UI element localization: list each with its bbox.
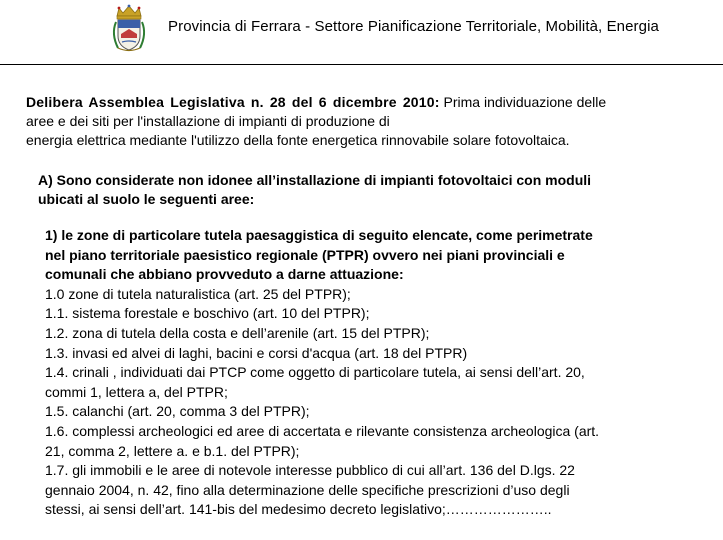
intro-line-3: energia elettrica mediante l'utilizzo della fonte energetica rinnovabile solare fotovoltaica. <box>26 132 570 148</box>
list-heading-line: nel piano territoriale paesistico regionale (PTPR) ovvero nei piani provinciali e <box>45 246 565 263</box>
list-item-line: 1.4. crinali , individuati dai PTCP come oggetto di particolare tutela, ai sensi dell’art. 20, <box>45 364 585 381</box>
list-item-line: 1.1. sistema forestale e boschivo (art. 10 del PTPR); <box>45 305 370 322</box>
list-item-line: 1.6. complessi archeologici ed aree di accertata e rilevante consistenza archeologica (art. <box>45 422 600 439</box>
list-item-line: 1.7. gli immobili e le aree di notevole interesse pubblico di cui all’art. 136 del D.lgs. 22 <box>45 462 575 479</box>
intro-line-1-rest: Prima individuazione delle <box>439 94 607 110</box>
intro-lead: Delibera Assemblea Legislativa n. 28 del 6 dicembre 2010: <box>26 94 440 110</box>
list-item-line: 1.2. zona di tutela della costa e dell’arenile (art. 15 del PTPR); <box>45 324 430 341</box>
coat-of-arms-icon <box>108 4 150 54</box>
section-a-line: A) Sono considerate non idonee all’installazione di impianti fotovoltaici con moduli <box>38 172 592 188</box>
intro-line-1 <box>26 93 696 112</box>
list-item-line: stessi, ai sensi dell’art. 141-bis del medesimo decreto legislativo;………………….. <box>45 501 552 518</box>
header-title: Provincia di Ferrara - Settore Pianificazione Territoriale, Mobilità, Energia <box>168 18 659 35</box>
intro-paragraph <box>26 93 696 150</box>
list-item-line: 1.3. invasi ed alvei di laghi, bacini e corsi d'acqua (art. 18 del PTPR) <box>45 344 468 361</box>
list-heading-line: comunali che abbiano provveduto a darne attuazione: <box>45 266 404 283</box>
list-item-line: 21, comma 2, lettere a. e b.1. del PTPR); <box>45 442 300 459</box>
section-a-line: ubicati al suolo le seguenti aree: <box>38 191 255 207</box>
list-item-line: gennaio 2004, n. 42, fino alla determinazione delle specifiche prescrizioni d’uso degli <box>45 481 570 498</box>
list-item-line: 1.5. calanchi (art. 20, comma 3 del PTPR); <box>45 403 310 420</box>
list-item-line: 1.0 zone di tutela naturalistica (art. 25 del PTPR); <box>45 285 351 302</box>
section-a-heading <box>38 171 708 209</box>
list-item-line: commi 1, lettera a, del PTPR; <box>45 383 228 400</box>
zones-list <box>45 226 715 520</box>
header-divider <box>0 64 723 65</box>
list-heading-line: 1) le zone di particolare tutela paesaggistica di seguito elencate, come perimetrate <box>45 227 593 243</box>
intro-line-2: aree e dei siti per l'installazione di impianti di produzione di <box>26 113 390 129</box>
provincia-emblem <box>108 4 150 54</box>
